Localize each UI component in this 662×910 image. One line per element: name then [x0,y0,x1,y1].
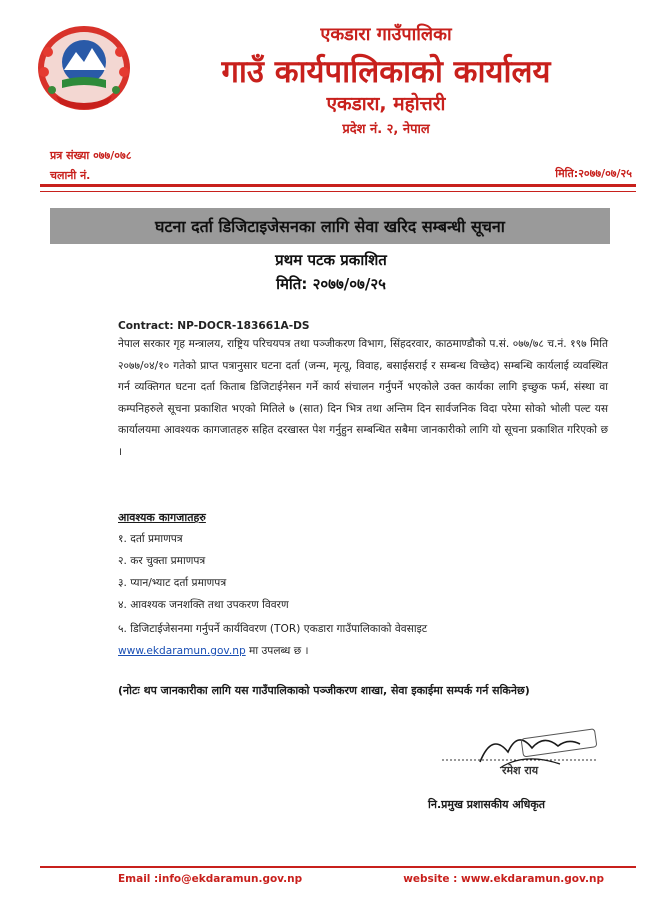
footer-email: Email :info@ekdaramun.gov.np [118,873,303,885]
requirements-title: आवश्यक कागजातहरु [118,511,206,524]
reference-number: प्रत्र संख्या ०७७/०७८ [50,149,132,162]
signatory-name: रमेश राय [502,764,539,777]
notice-date: मिति: २०७७/०७/२५ [276,275,386,293]
requirement-item-5-tail: मा उपलब्ध छ । [245,645,309,657]
notice-subtitle: प्रथम पटक प्रकाशित [275,251,387,269]
footer-website: website : www.ekdaramun.gov.np [403,873,604,885]
requirement-item: १. दर्ता प्रमाणपत्र [118,533,183,545]
municipality-name: एकडारा गाउँपालिका [320,24,452,45]
notice-body [118,318,608,463]
requirement-item-5-text: ५. डिजिटाईजेसनमा गर्नुपर्ने कार्यविवरण (TOR) एकडारा गाउँपालिकाको वेवसाइट [118,623,428,635]
requirement-item: ३. प्यान/भ्याट दर्ता प्रमाणपत्र [118,577,227,589]
footer-divider [40,866,636,868]
header-divider [40,184,636,187]
office-title: गाउँ कार्यपालिकाको कार्यालय [221,54,551,90]
province: प्रदेश नं. २, नेपाल [342,122,430,137]
signatory-title: नि.प्रमुख प्रशासकीय अधिकृत [428,798,546,811]
contact-note: (नोटः थप जानकारीका लागि यस गाउँपालिकाको पञ्जीकरण शाखा, सेवा इकाईमा सम्पर्क गर्न सकिनेछ) [118,684,530,697]
header-divider-thin [40,191,636,192]
signature-stamp-icon [440,722,600,792]
requirement-item: २. कर चुक्ता प्रमाणपत्र [118,555,206,567]
website-link[interactable]: www.ekdaramun.gov.np [118,645,246,657]
notice-body-text: नेपाल सरकार गृह मन्त्रालय, राष्ट्रिय परिचयपत्र तथा पञ्जीकरण विभाग, सिंहदरवार, काठमाण्डौको प.सं. ०७७/७८ च.नं. १९७ मिति २०७७/०४/१० गतेको प्राप्त पत्रानुसार घटना दर्ता (जन्म, मृत्यू, विवाह, बसाईसराई र सम्बन्ध विच्छेद) सम्बन्धि कार्यलाई व्यवस्थित गर्न व्यक्तिगत घटना दर्ता किताब डिजिटाईनेसन गर्ने कार्य संचालन गर्नुपर्ने भएकोले उक्त कार्यका लागि इच्छुक फर्म, संस्था वा कम्पनिहरुले सूचना प्रकाशित भएको मितिले ७ (सात) दिन भित्र तथा अन्तिम दिन सार्वजनिक विदा परेमा सोको भोली पल्ट यस कार्यालयमा आवश्यक कागजातहरु सहित दरखास्त पेश गर्नुहुन सम्बन्धित सबैमा जानकारीको लागि यो सूचना प्रकाशित गरिएको छ । [118,338,608,458]
nepal-emblem-icon [34,22,134,114]
dispatch-number: चलानी नं. [50,169,91,182]
requirement-item-5 [118,618,608,662]
notice-title: घटना दर्ता डिजिटाइजेसनका लागि सेवा खरिद सम्बन्धी सूचना [50,208,610,244]
contract-number: Contract: NP-DOCR-183661A-DS [118,320,310,332]
letter-date: मिति:२०७७/०७/२५ [555,167,632,180]
office-address: एकडारा, महोत्तरी [326,93,446,115]
requirement-item: ४. आवश्यक जनशक्ति तथा उपकरण विवरण [118,599,289,611]
